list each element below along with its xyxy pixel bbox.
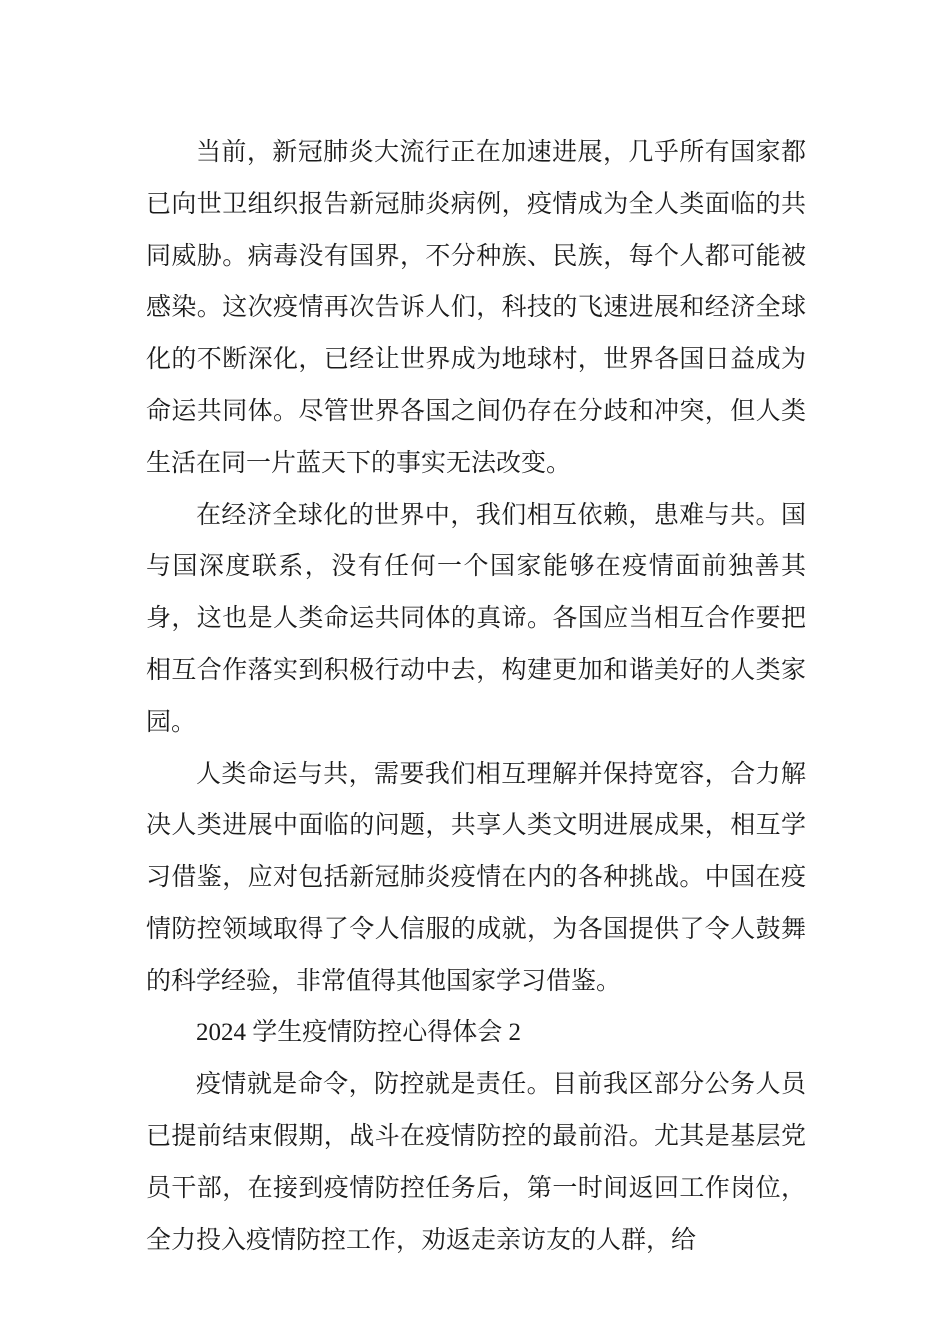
section-heading: 2024 学生疫情防控心得体会 2	[196, 1018, 522, 1046]
paragraph-3: 人类命运与共，需要我们相互理解并保持宽容，合力解决人类进展中面临的问题，共享人类文明进展成果，相互学习借鉴，应对包括新冠肺炎疫情在内的各种挑战。中国在疫情防控领域取得了令人信服的成就，为各国提供了令人鼓舞的科学经验，非常值得其他国家学习借鉴。	[146, 758, 806, 995]
paragraph-2: 在经济全球化的世界中，我们相互依赖，患难与共。国与国深度联系，没有任何一个国家能够在疫情面前独善其身，这也是人类命运共同体的真谛。各国应当相互合作要把相互合作落实到积极行动中去，构建更加和谐美好的人类家园。	[146, 499, 806, 736]
paragraph-1: 当前，新冠肺炎大流行正在加速进展，几乎所有国家都已向世卫组织报告新冠肺炎病例，疫情成为全人类面临的共同威胁。病毒没有国界，不分种族、民族，每个人都可能被感染。这次疫情再次告诉人们，科技的飞速进展和经济全球化的不断深化，已经让世界成为地球村，世界各国日益成为命运共同体。尽管世界各国之间仍存在分歧和冲突，但人类生活在同一片蓝天下的事实无法改变。	[146, 137, 806, 477]
document-page	[146, 126, 806, 1266]
paragraph-4: 疫情就是命令，防控就是责任。目前我区部分公务人员已提前结束假期，战斗在疫情防控的最前沿。尤其是基层党员干部，在接到疫情防控任务后，第一时间返回工作岗位，全力投入疫情防控工作，劝返走亲访友的人群，给	[146, 1069, 806, 1254]
